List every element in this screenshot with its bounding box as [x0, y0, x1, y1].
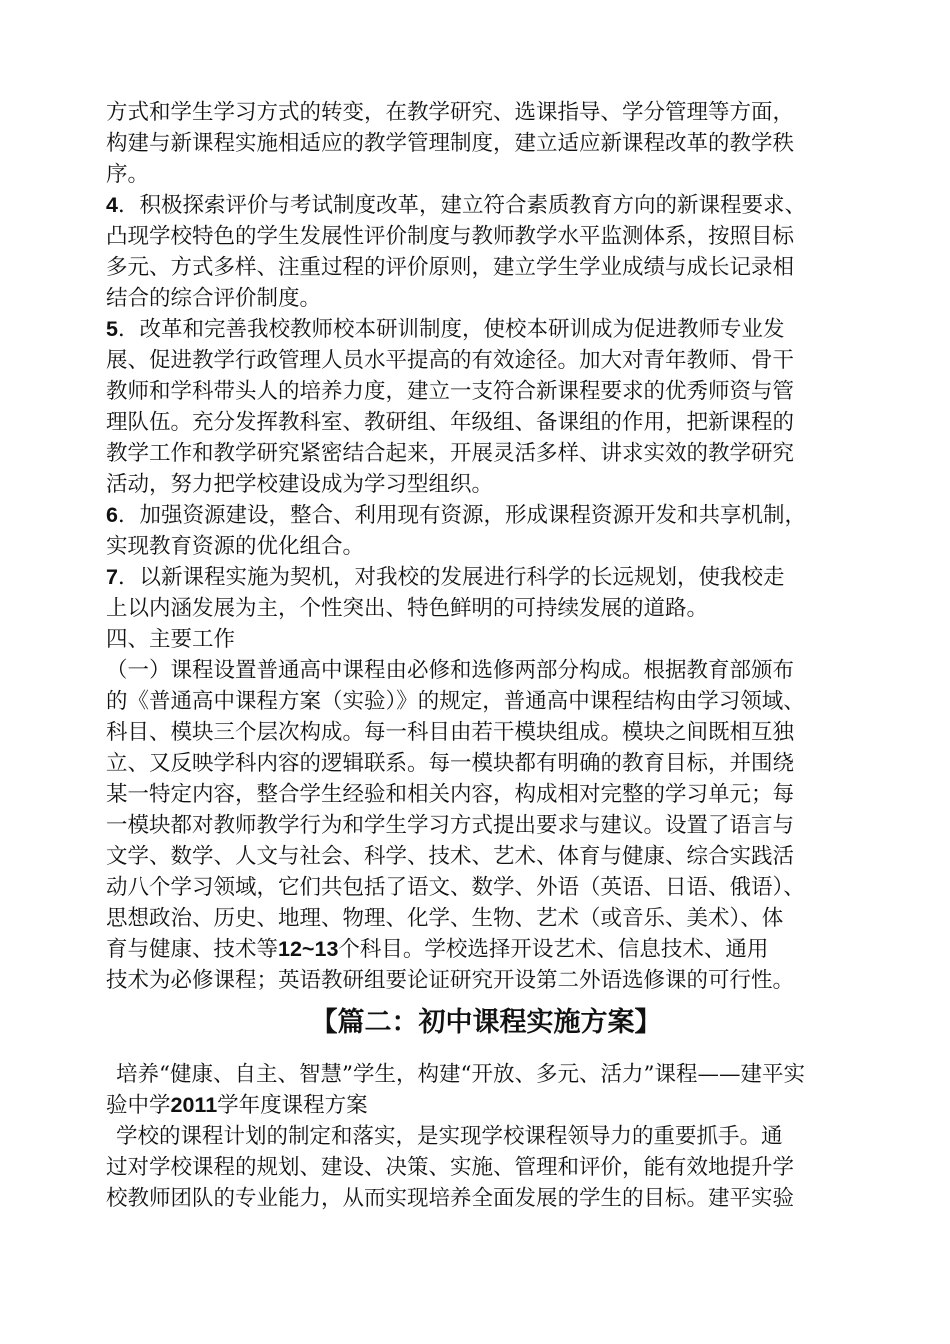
text-line: ．加强资源建设，整合、利用现有资源，形成课程资源开发和共享机制，: [117, 503, 806, 528]
text-line: 的《普通高中课程方案（实验）》的规定，普通高中课程结构由学习领域、: [106, 689, 805, 714]
text-line: 方式和学生学习方式的转变，在教学研究、选课指导、学分管理等方面，: [106, 100, 795, 125]
grade-range: 12~13: [278, 937, 339, 961]
list-item-4: [106, 190, 866, 221]
list-number: 6: [106, 503, 118, 527]
text-line: 立、又反映学科内容的逻辑联系。每一模块都有明确的教育目标，并围绕: [106, 751, 795, 776]
list-item-5: [106, 314, 866, 345]
text-line: 文学、数学、人文与社会、科学、技术、艺术、体育与健康、综合实践活: [106, 844, 795, 869]
school-year: 2011: [170, 1093, 218, 1117]
text-line: 技术为必修课程；英语教研组要论证研究开设第二外语选修课的可行性。: [106, 968, 795, 993]
subtitle-line: [106, 1090, 866, 1121]
text-line: 科目、模块三个层次构成。每一科目由若干模块组成。模块之间既相互独: [106, 720, 795, 745]
text-line: 构建与新课程实施相适应的教学管理制度，建立适应新课程改革的教学秩: [106, 131, 795, 156]
text-fragment: 个科目。学校选择开设艺术、信息技术、通用: [338, 937, 769, 962]
text-fragment: 验中学: [106, 1093, 171, 1118]
text-line: ．以新课程实施为契机，对我校的发展进行科学的长远规划，使我校走: [117, 565, 785, 590]
text-line: 过对学校课程的规划、建设、决策、实施、管理和评价，能有效地提升学: [106, 1155, 795, 1180]
list-number: 7: [106, 565, 118, 589]
text-line: 多元、方式多样、注重过程的评价原则，建立学生学业成绩与成长记录相: [106, 255, 795, 280]
text-line: [106, 934, 866, 965]
text-line: 某一特定内容，整合学生经验和相关内容，构成相对完整的学习单元；每: [106, 782, 795, 807]
text-line: ．改革和完善我校教师校本研训制度，使校本研训成为促进教师专业发: [117, 317, 785, 342]
text-fragment: 学年度课程方案: [217, 1093, 368, 1118]
text-line: 实现教育资源的优化组合。: [106, 534, 365, 559]
text-line: 展、促进教学行政管理人员水平提高的有效途径。加大对青年教师、骨干: [106, 348, 795, 373]
text-line: 上以内涵发展为主，个性突出、特色鲜明的可持续发展的道路。: [106, 596, 709, 621]
text-line: 校教师团队的专业能力，从而实现培养全面发展的学生的目标。建平实验: [106, 1186, 795, 1211]
text-line: 活动，努力把学校建设成为学习型组织。: [106, 472, 494, 497]
text-line: 动八个学习领域，它们共包括了语文、数学、外语（英语、日语、俄语）、: [106, 875, 805, 900]
text-line: （一）课程设置普通高中课程由必修和选修两部分构成。根据教育部颁布: [106, 658, 795, 683]
list-number: 5: [106, 317, 118, 341]
text-line: ．积极探索评价与考试制度改革，建立符合素质教育方向的新课程要求、: [117, 193, 806, 218]
section-title: 四、主要工作: [106, 627, 236, 652]
text-line: 思想政治、历史、地理、物理、化学、生物、艺术（或音乐、美术）、体: [106, 906, 784, 931]
subtitle-line: 培养“健康、自主、智慧”学生，构建“开放、多元、活力”课程——建平实: [116, 1062, 805, 1087]
text-line: 一模块都对教师教学行为和学生学习方式提出要求与建议。设置了语言与: [106, 813, 795, 838]
list-number: 4: [106, 193, 118, 217]
text-line: 凸现学校特色的学生发展性评价制度与教师教学水平监测体系，按照目标: [106, 224, 795, 249]
text-line: 序。: [106, 162, 150, 187]
document-body: [106, 97, 866, 1214]
text-line: 结合的综合评价制度。: [106, 286, 322, 311]
text-line: 理队伍。充分发挥教科室、教研组、年级组、备课组的作用，把新课程的: [106, 410, 795, 435]
text-line: 教学工作和教学研究紧密结合起来，开展灵活多样、讲求实效的教学研究: [106, 441, 795, 466]
text-line: 教师和学科带头人的培养力度，建立一支符合新课程要求的优秀师资与管: [106, 379, 795, 404]
list-item-6: [106, 500, 866, 531]
section-heading: 【篇二：初中课程实施方案】: [310, 1007, 662, 1038]
list-item-7: [106, 562, 866, 593]
text-line: 学校的课程计划的制定和落实，是实现学校课程领导力的重要抓手。通: [116, 1124, 783, 1149]
text-fragment: 育与健康、技术等: [106, 937, 279, 962]
